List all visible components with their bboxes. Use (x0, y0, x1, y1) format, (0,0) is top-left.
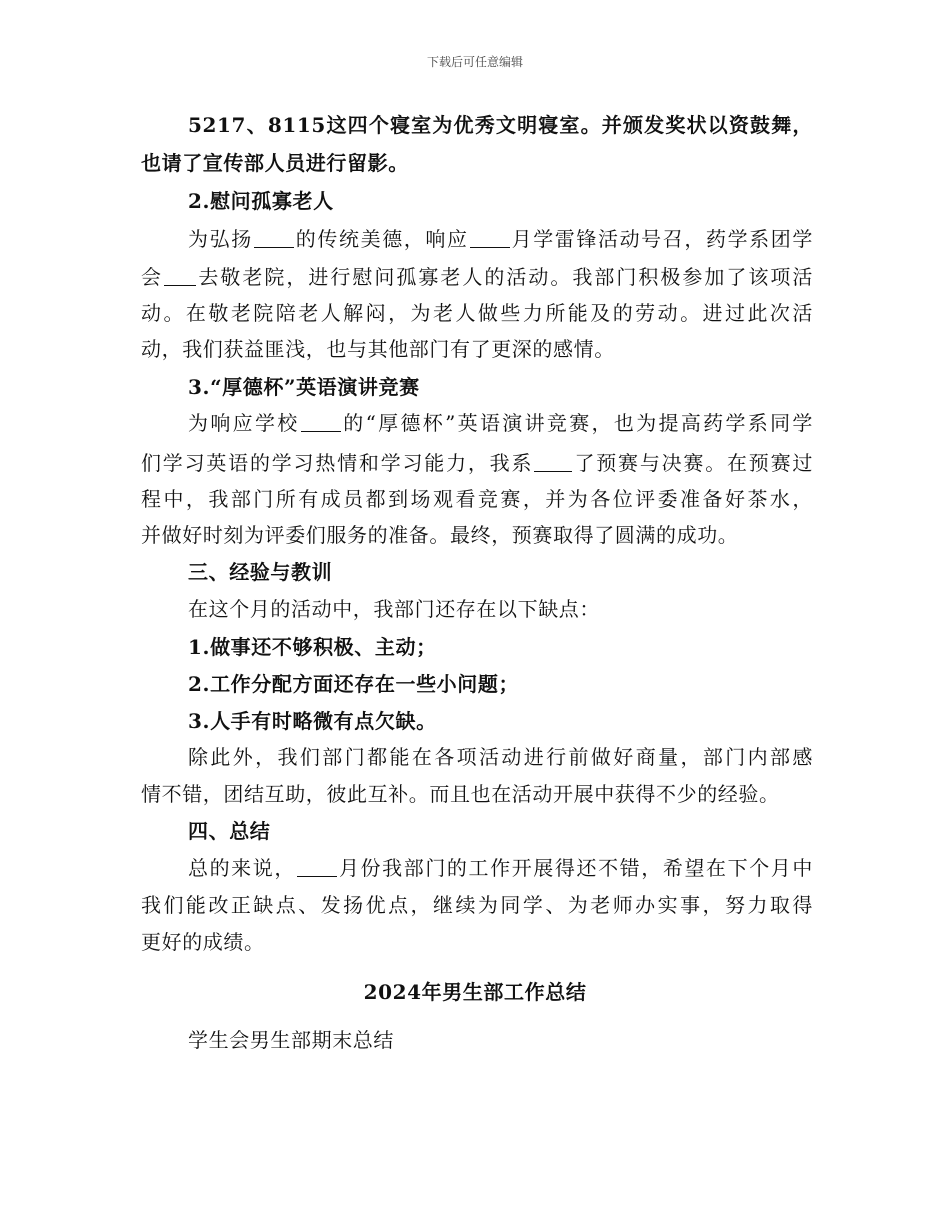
text-run: 总的来说， (188, 856, 296, 880)
page-header: 下载后可任意编辑 (426, 55, 523, 69)
section-heading: 2.慰问孤寡老人 (188, 189, 334, 213)
text-run: 的传统美德，响应 (294, 227, 469, 251)
text-run: 月学雷锋活动号召，药学系团学 (510, 227, 813, 251)
text-run: 们学习英语的学习热情和学习能力，我系 (141, 451, 534, 475)
paragraph-line: 情不错，团结互助，彼此互补。而且也在活动开展中获得不少的经验。 (141, 782, 780, 806)
blank-underline (534, 451, 572, 472)
paragraph-line: 并做好时刻为评委们服务的准备。最终，预赛取得了圆满的成功。 (141, 523, 739, 547)
paragraph-line: 除此外，我们部门都能在各项活动进行前做好商量，部门内部感 (188, 745, 813, 769)
section-heading: 三、经验与教训 (188, 560, 333, 584)
text-run: 的“厚德杯”英语演讲竞赛，也为提高药学系同学 (341, 411, 814, 435)
blank-underline (254, 227, 294, 248)
text-run: 月份我部门的工作开展得还不错，希望在下个月中 (337, 856, 814, 880)
section-heading: 3.“厚德杯”英语演讲竞赛 (188, 375, 420, 399)
paragraph-line: 动。在敬老院陪老人解闷，为老人做些力所能及的劳动。进过此次活 (141, 301, 813, 325)
paragraph-line: 在这个月的活动中，我部门还存在以下缺点： (188, 597, 600, 621)
paragraph-line: 也请了宣传部人员进行留影。 (141, 151, 409, 175)
paragraph-line: 5217、8115这四个寝室为优秀文明寝室。并颁发奖状以资鼓舞， (188, 113, 813, 137)
list-item: 1.做事还不够积极、主动； (188, 635, 437, 659)
paragraph-line: 程中，我部门所有成员都到场观看竞赛，并为各位评委准备好茶水， (141, 487, 813, 511)
section-heading: 四、总结 (188, 819, 271, 843)
list-item: 2.工作分配方面还存在一些小问题； (188, 672, 520, 696)
blank-underline (470, 227, 510, 248)
text-run: 去敬老院，进行慰问孤寡老人的活动。我部门积极参加了该项活 (197, 265, 813, 289)
text-run: 为响应学校 (188, 411, 300, 435)
blank-underline (301, 411, 341, 432)
paragraph-line (141, 448, 813, 478)
document-title: 2024年男生部工作总结 (363, 980, 587, 1004)
list-item: 3.人手有时略微有点欠缺。 (188, 709, 437, 733)
text-run: 了预赛与决赛。在预赛过 (573, 451, 813, 475)
blank-underline (164, 265, 196, 286)
paragraph-line: 更好的成绩。 (141, 930, 265, 954)
paragraph-line (141, 262, 813, 292)
paragraph-line (188, 853, 813, 883)
blank-underline (297, 856, 337, 877)
text-run: 为弘扬 (188, 227, 253, 251)
paragraph-line: 动，我们获益匪浅，也与其他部门有了更深的感情。 (141, 337, 615, 361)
paragraph-line (188, 224, 813, 254)
paragraph-line: 我们能改正缺点、发扬优点，继续为同学、为老师办实事，努力取得 (141, 893, 813, 917)
text-run: 会 (141, 265, 163, 289)
paragraph-line: 学生会男生部期末总结 (188, 1028, 394, 1052)
paragraph-line (188, 408, 813, 438)
